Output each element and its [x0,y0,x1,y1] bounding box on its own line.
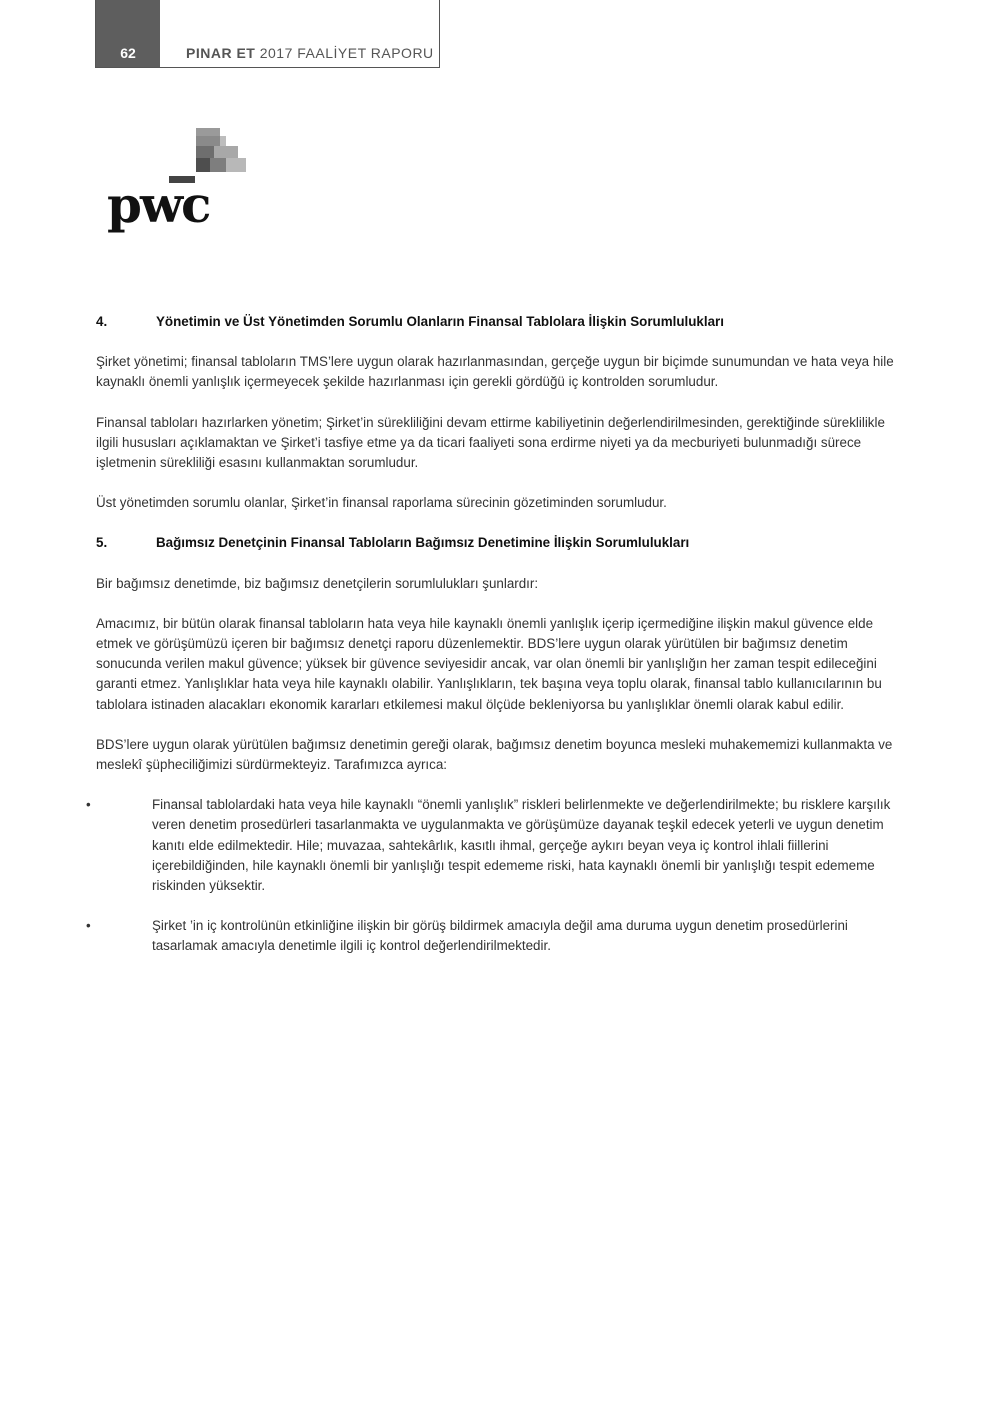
section-5-heading [96,533,908,553]
bullet-text-1: Finansal tablolardaki hata veya hile kaynaklı “önemli yanlışlık” riskleri belirlenmekte ve değerlendirilmekte; bu risklere karşılık veren denetim prosedürleri tasarlanmakta ve uygulanmakta ve görüşümüze dayanak teşkil edecek yeterli ve uygun denetim kanıtı elde edilmektedir. Hile; muvazaa, sahtekârlık, kasıtlı ihmal, gerçeğe aykırı beyan veya iç kontrol ihlali fiillerini içerebildiğinden, hile kaynaklı önemli bir yanlışlığı tespit edememe riski, hata kaynaklı önemli bir yanlışlığı tespit edememe riskinden yüksektir. [152,797,891,894]
report-title [186,45,434,61]
bullet-text-2: Şirket ’in iç kontrolünün etkinliğine ilişkin bir görüş bildirmek amacıyla değil ama duruma uygun denetim prosedürlerini tasarlamak amacıyla denetimle ilgili iç kontrol değerlendirilmektedir. [152,918,848,954]
section-4-number: 4. [96,314,108,329]
report-brand: PINAR ET [186,45,256,61]
pwc-logo-text: pwc [107,175,210,234]
section-4-heading [96,312,908,332]
section-4-paragraph-1: Şirket yönetimi; finansal tabloların TMS’lere uygun olarak hazırlanmasından, gerçeğe uygun bir biçimde sunumundan ve hata veya hile kaynaklı önemli yanlışlık içermeyecek şekilde hazırlanması için gerekli gördüğü iç kontrolden sorumludur. [96,354,894,390]
section-5-paragraph-1: Bir bağımsız denetimde, biz bağımsız denetçilerin sorumlulukları şunlardır: [96,575,539,591]
page-number: 62 [96,0,160,67]
section-5-number: 5. [96,535,108,551]
section-4-title: Yönetimin ve Üst Yönetimden Sorumlu Olanların Finansal Tablolara İlişkin Sorumlulukları [156,314,724,329]
page-header [95,0,440,68]
bullet-item-2 [86,916,908,956]
pwc-logo [105,128,250,243]
bullet-item-1 [86,795,908,896]
bullet-icon: • [86,797,91,813]
page-content [86,312,908,977]
section-4-paragraph-3: Üst yönetimden sorumlu olanlar, Şirket’in finansal raporlama sürecinin gözetiminden sorumludur. [96,495,667,511]
section-5-title: Bağımsız Denetçinin Finansal Tabloların Bağımsız Denetimine İlişkin Sorumlulukları [156,535,690,551]
section-4-paragraph-2: Finansal tabloları hazırlarken yönetim; Şirket’in sürekliliğini devam ettirme kabiliyetinin değerlendirilmesinden, gerektiğinde süreklilikle ilgili hususları açıklamaktan ve Şirket’i tasfiye etme ya da ticari faaliyeti sona erdirme niyeti ya da mecburiyeti bulunmadığı sürece işletmenin sürekliliği esasını kullanmaktan sorumludur. [96,414,885,471]
report-title-rest: 2017 FAALİYET RAPORU [255,45,434,61]
bullet-icon: • [86,918,91,934]
section-5-paragraph-3: BDS’lere uygun olarak yürütülen bağımsız denetimin gereği olarak, bağımsız denetim boyunca mesleki muhakememizi kullanmakta ve meslekî şüpheciliğimizi sürdürmekteyiz. Tarafımızca ayrıca: [96,736,893,773]
section-5-paragraph-2: Amacımız, bir bütün olarak finansal tabloların hata veya hile kaynaklı önemli yanlışlık içerip içermediğine ilişkin makul güvence elde etmek ve görüşümüzü içeren bir bağımsız denetçi raporu düzenlemektir. BDS’lere uygun olarak yürütülen bir bağımsız denetim sonucunda verilen makul güvence; yüksek bir güvence seviyesidir ancak, var olan önemli bir yanlışlığın her zaman tespit edileceğini garanti etmez. Yanlışlıklar hata veya hile kaynaklı olabilir. Yanlışlıkların, tek başına veya toplu olarak, finansal tablo kullanıcılarının bu tablolara istinaden alacakları ekonomik kararları etkilemesi makul ölçüde bekleniyorsa bu yanlışlıklar önemli olarak kabul edilir. [96,615,882,712]
